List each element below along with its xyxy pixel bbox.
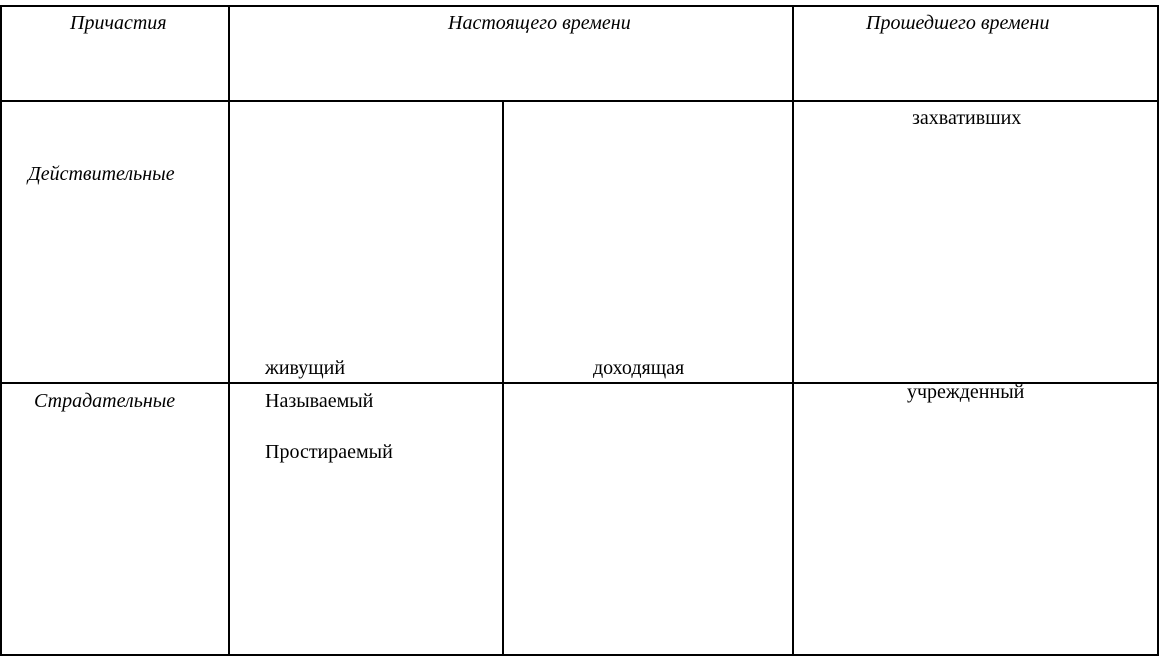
cell-active-present-2: доходящая xyxy=(593,357,685,379)
header-participles: Причастия xyxy=(70,12,167,34)
table-col-divider-1 xyxy=(228,5,230,656)
cell-passive-past: учрежденный xyxy=(907,381,1025,403)
row-label-passive: Страдательные xyxy=(34,390,176,412)
header-present-tense: Настоящего времени xyxy=(448,12,631,34)
table-row-divider-header xyxy=(0,100,1159,102)
cell-active-past: захвативших xyxy=(912,107,1022,129)
table-col-divider-present-split xyxy=(502,100,504,656)
header-past-tense: Прошедшего времени xyxy=(866,12,1050,34)
cell-active-present-1: живущий xyxy=(265,357,346,379)
table-border-top xyxy=(0,5,1159,7)
table-col-divider-2 xyxy=(792,5,794,656)
table-border-left xyxy=(0,5,2,656)
cell-passive-present-1-line2: Простираемый xyxy=(265,441,393,463)
cell-passive-present-1-line1: Называемый xyxy=(265,390,374,412)
row-label-active: Действительные xyxy=(28,163,175,185)
